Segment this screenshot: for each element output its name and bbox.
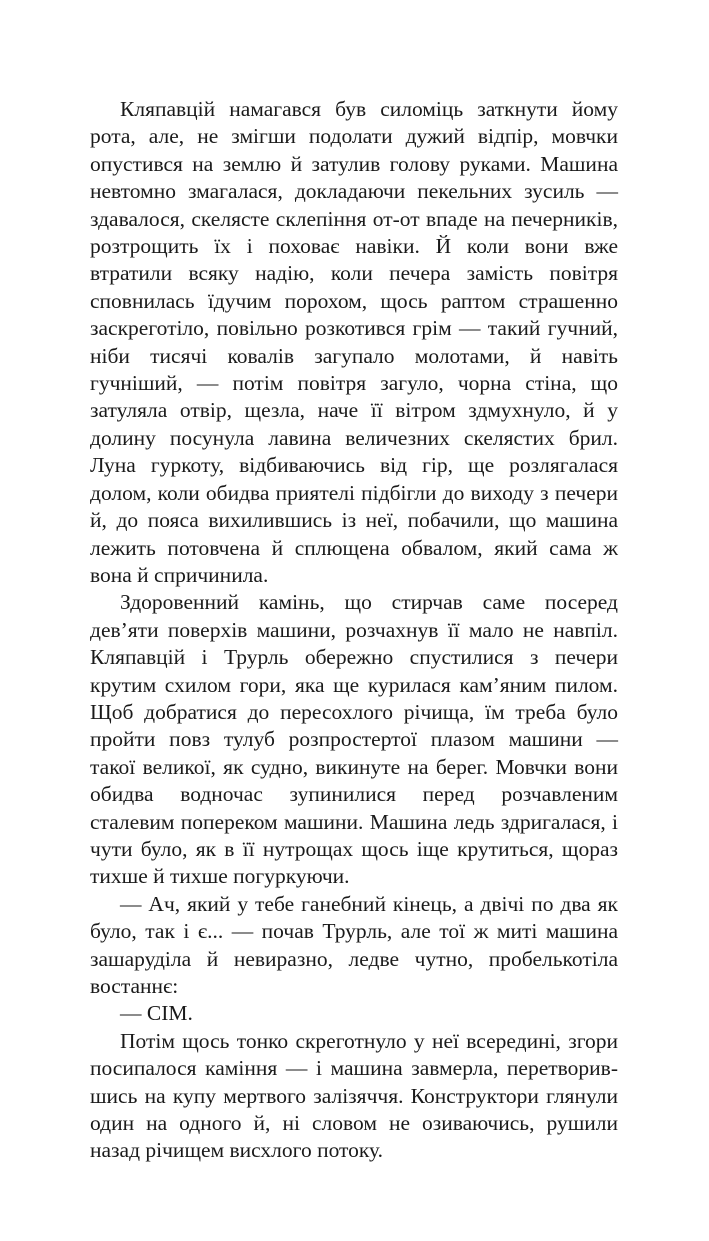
paragraph-2: Здоровенний камінь, що стирчав саме посеред дев’яти поверхів машини, розчахнув її мало не навпіл. Кляпавцій і Трурль обережно спустилися з печери крутим схилом гори, яка ще курилася кам’яним пилом. Щоб добратися до пересохлого річища, їм треба було пройти повз тулуб розпростертої плазом машини — такої великої, як судно, викинуте на берег. Мовчки вони обидва водночас зупинилися перед розчавленим сталевим попереком машини. Машина ледь здригалася, і чути було, як в її нутрощах щось іще крутиться, щораз тихше й тихше погуркуючи.	[90, 590, 618, 889]
paragraph-3: — Ач, який у тебе ганебний кінець, а двічі по два як було, так і є... — почав Трурль, але тої ж миті машина зашаруділа й невиразно, ледве чутно, пробелькотіла востаннє:	[90, 891, 618, 998]
book-page	[90, 96, 618, 1165]
paragraph-1: Кляпавцій намагався був силоміць заткнути йому рота, але, не змігши подолати дужий відпір, мовчки опустився на землю й затулив голову руками. Машина невтомно змагалася, докладаючи пекельних зусиль — здавалося, скелясте склепіння от-от впаде на печерників, розтрощить їх і поховає навіки. Й коли вони вже втратили всяку надію, коли печера замість повітря сповнилась їдучим порохом, щось раптом страшенно заскреготіло, повільно розкотився грім — такий гучний, ніби тисячі ковалів загупало молотами, й навіть гучніший, — потім повітря загуло, чорна стіна, що затуляла отвір, щезла, наче її вітром здмухнуло, й у долину посунула лавина величезних скелястих брил. Луна гуркоту, відбиваючись від гір, ще розлягалася долом, коли обидва приятелі підбігли до виходу з печери й, до пояса вихилившись із неї, побачили, що машина лежить потовчена й сплющена обвалом, який сама ж вона й спричинила.	[90, 97, 618, 587]
paragraph-5: Потім щось тонко скреготнуло у неї всередині, згори посипалося каміння — і машина завмерла, перетворившись на купу мертвого залізяччя. Конструктори глянули один на одного й, ні словом не озиваючись, рушили назад річищем висхлого потоку.	[90, 1028, 618, 1163]
paragraph-4: — СІМ.	[120, 1001, 193, 1026]
